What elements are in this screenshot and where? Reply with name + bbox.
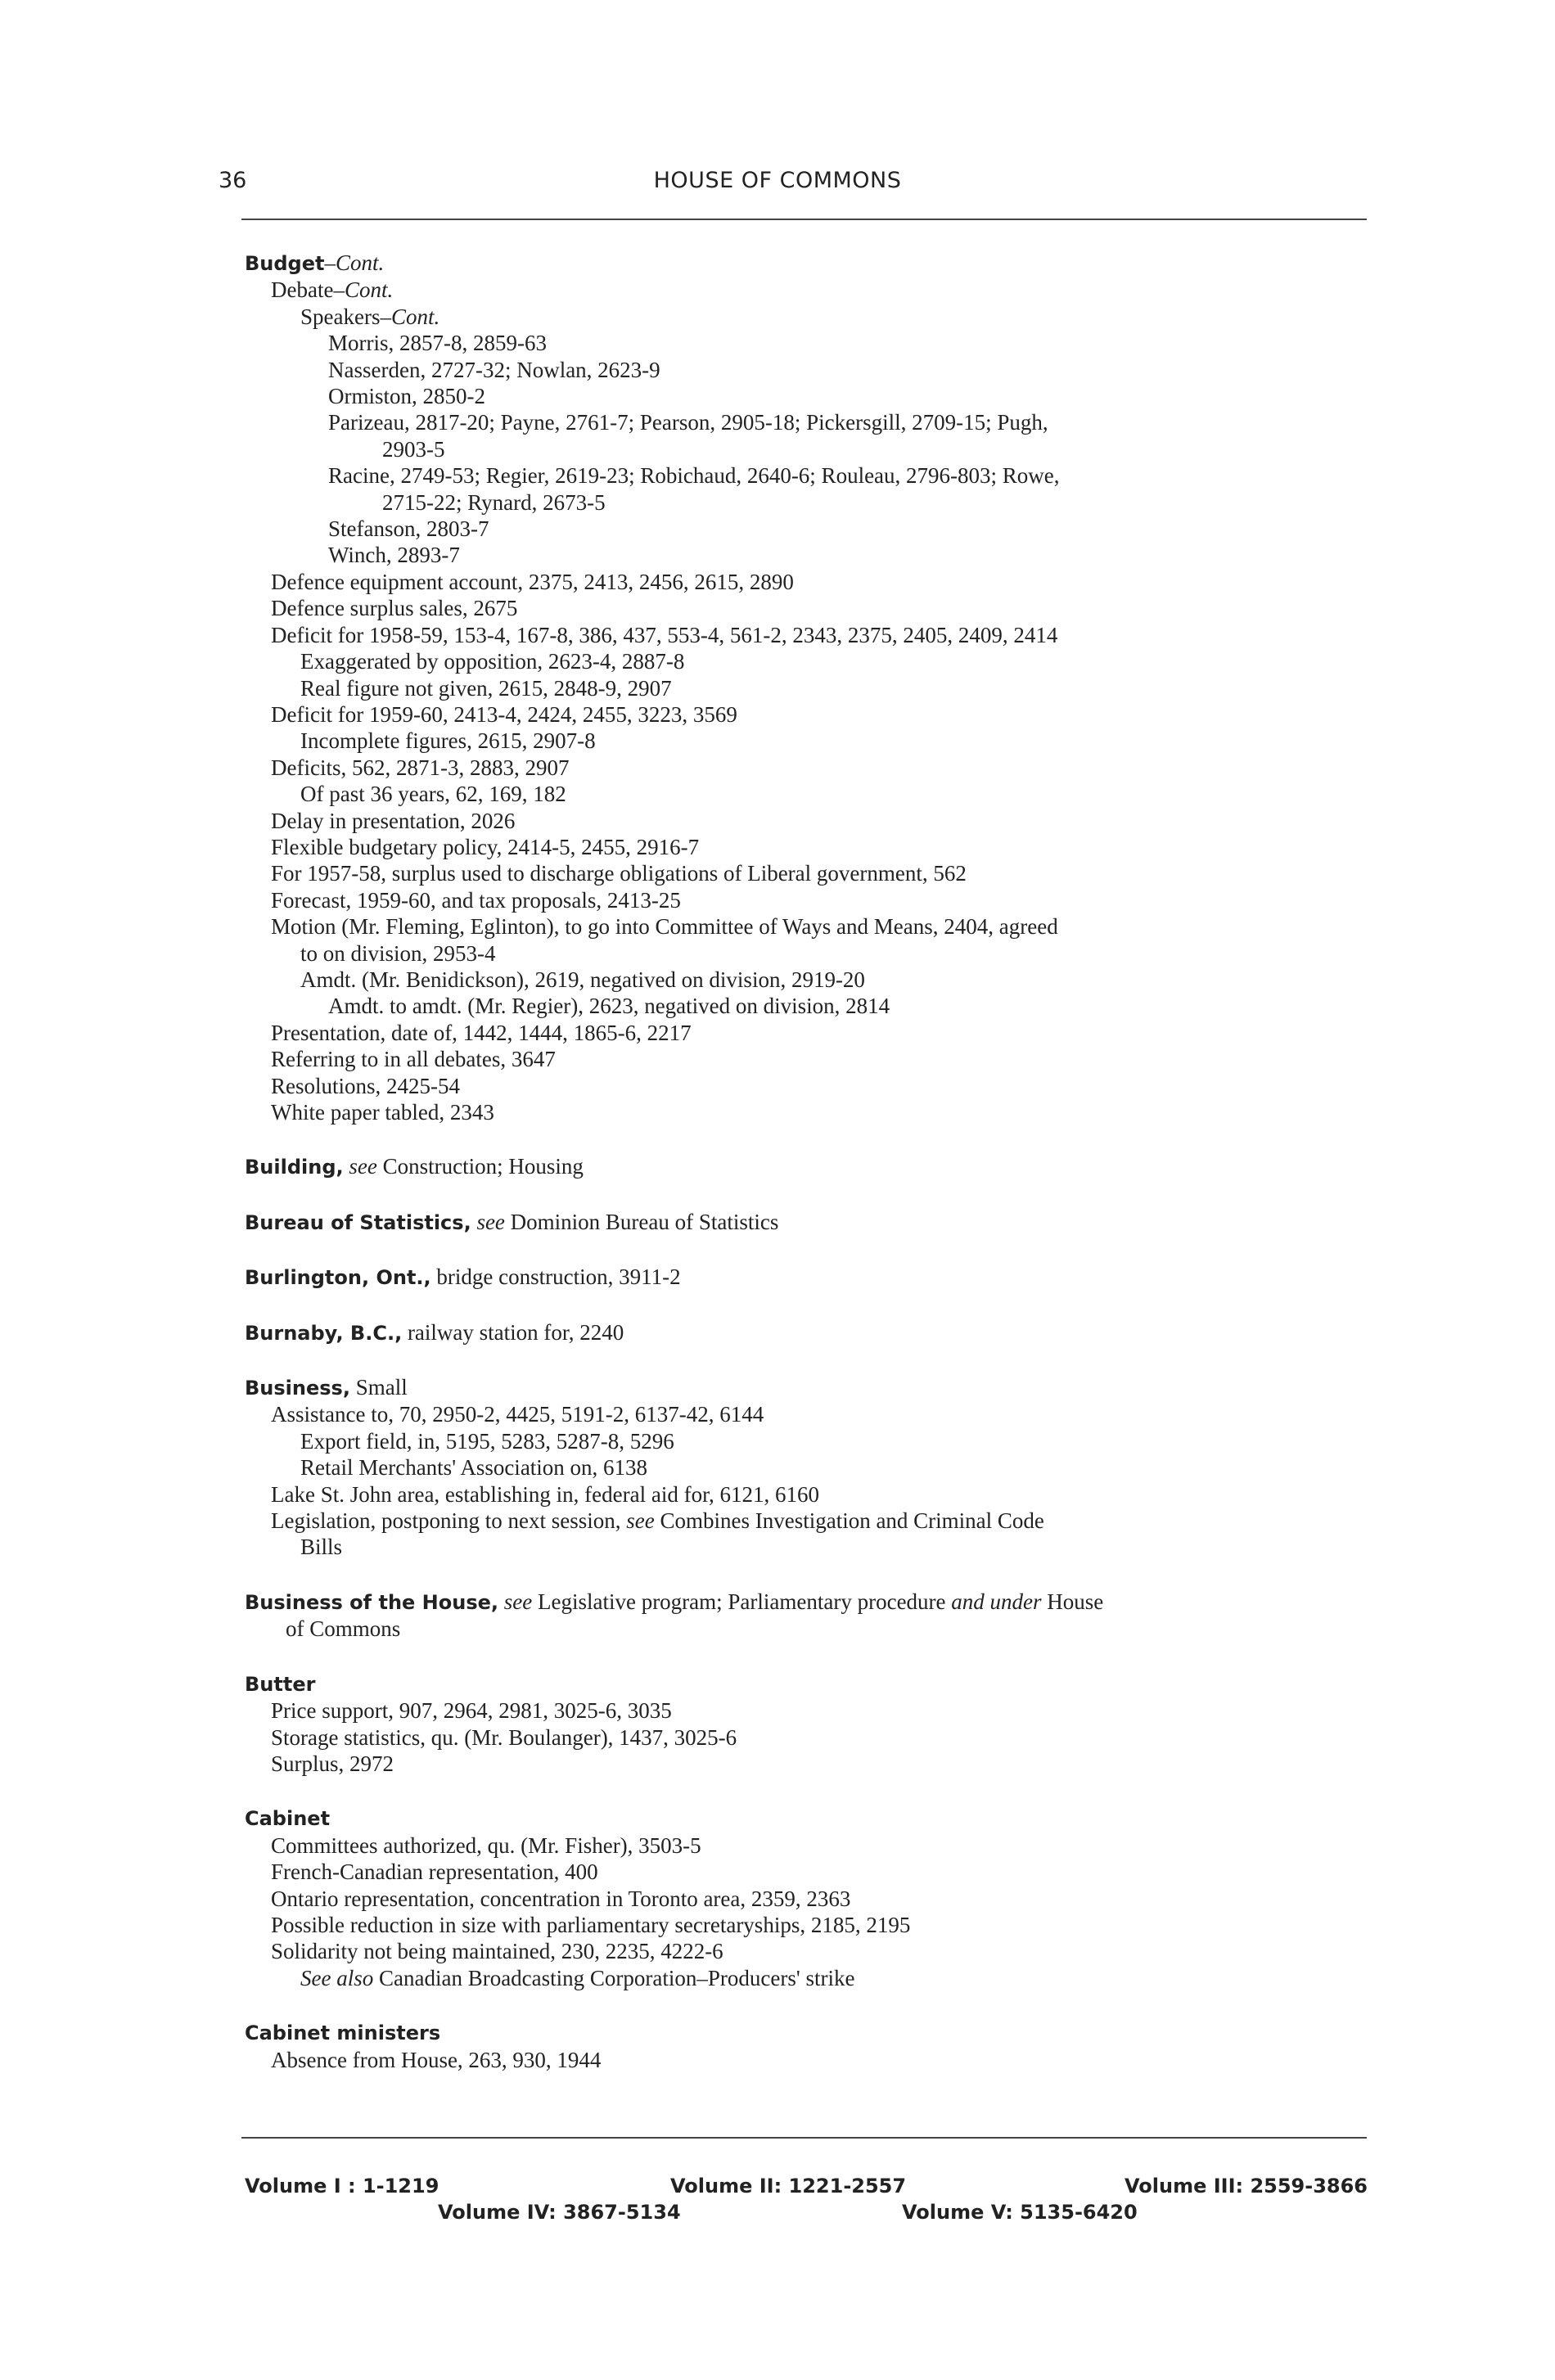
entry-burnaby — [245, 1319, 1368, 1346]
volume-3-range: Volume III: 2559-3866 — [1125, 2175, 1368, 2197]
subentry: Solidarity not being maintained, 230, 2235, 4222-6 — [271, 1939, 723, 1964]
subentry: Possible reduction in size with parliamentary secretaryships, 2185, 2195 — [271, 1912, 911, 1937]
speaker-line: Nasserden, 2727-32; Nowlan, 2623-9 — [328, 357, 660, 382]
subentry: Absence from House, 263, 930, 1944 — [271, 2047, 602, 2072]
entry-text: Legislation, postponing to next session, — [271, 1508, 621, 1534]
subentry: Defence surplus sales, 2675 — [271, 596, 518, 621]
subentry: Assistance to, 70, 2950-2, 4425, 5191-2, 6137-42, 6144 — [271, 1402, 764, 1427]
subentry: Committees authorized, qu. (Mr. Fisher), 3503-5 — [271, 1832, 701, 1858]
entry-bureau-of-statistics — [245, 1209, 1368, 1236]
heading-text: Budget — [245, 252, 325, 275]
entry-text: bridge construction, 3911-2 — [436, 1264, 681, 1290]
sub-sub-subentry: Amdt. to amdt. (Mr. Regier), 2623, negatived on division, 2814 — [328, 994, 890, 1019]
heading-text: Cabinet — [245, 1807, 331, 1831]
entry-heading-budget — [245, 250, 1368, 277]
subentry: Deficits, 562, 2871-3, 2883, 2907 — [271, 755, 570, 780]
page-title: HOUSE OF COMMONS — [653, 168, 902, 193]
subentry: Delay in presentation, 2026 — [271, 808, 516, 833]
entry-business-small — [245, 1374, 1368, 1401]
subentry: Ontario representation, concentration in Toronto area, 2359, 2363 — [271, 1886, 851, 1911]
heading-text: Butter — [245, 1672, 316, 1696]
sub-subentry: Amdt. (Mr. Benidickson), 2619, negatived on division, 2919-20 — [300, 967, 865, 992]
subentry: Surplus, 2972 — [271, 1751, 394, 1776]
sub-subentry: Export field, in, 5195, 5283, 5287-8, 5296 — [300, 1428, 674, 1454]
entry-cabinet-ministers — [245, 2019, 1368, 2046]
speaker-line: Stefanson, 2803-7 — [328, 516, 489, 542]
page-number: 36 — [219, 168, 247, 193]
entry-text: House — [1047, 1589, 1104, 1614]
header-rule — [241, 219, 1367, 220]
subentry: Defence equipment account, 2375, 2413, 2456, 2615, 2890 — [271, 569, 794, 594]
volume-5-range: Volume V: 5135-6420 — [902, 2201, 1138, 2224]
entry-butter — [245, 1670, 1368, 1697]
see-label: see — [349, 1154, 377, 1179]
heading-text: Building, — [245, 1156, 344, 1179]
speaker-line-cont: 2903-5 — [382, 436, 445, 462]
heading-text: Bureau of Statistics, — [245, 1210, 471, 1234]
heading-text: Burlington, Ont., — [245, 1266, 431, 1290]
entry-text: Canadian Broadcasting Corporation–Producers' strike — [378, 1965, 855, 1990]
entry-business-of-the-house — [245, 1589, 1368, 1616]
entry-building — [245, 1153, 1368, 1180]
entry-burlington — [245, 1264, 1368, 1291]
speaker-line: Parizeau, 2817-20; Payne, 2761-7; Pearson, 2905-18; Pickersgill, 2709-15; Pugh, — [328, 410, 1048, 435]
subentry-legislation — [245, 1508, 1368, 1534]
subentry: Flexible budgetary policy, 2414-5, 2455, 2916-7 — [271, 834, 700, 859]
subentry: Motion (Mr. Fleming, Eglinton), to go into Committee of Ways and Means, 2404, agreed — [271, 914, 1058, 940]
heading-rest: Small — [355, 1375, 408, 1400]
subentry-label: Debate — [271, 277, 334, 303]
see-label: see — [503, 1589, 533, 1614]
entry-text: railway station for, 2240 — [407, 1319, 624, 1345]
subentry: White paper tabled, 2343 — [271, 1100, 494, 1125]
see-label: see — [476, 1209, 505, 1234]
heading-text: Burnaby, B.C., — [245, 1321, 403, 1345]
sub-subentry: Retail Merchants' Association on, 6138 — [300, 1455, 648, 1481]
sub-subentry: Exaggerated by opposition, 2623-4, 2887-8 — [300, 649, 685, 674]
subentry-cont: to on division, 2953-4 — [300, 940, 496, 966]
and-under-label: and under — [951, 1589, 1042, 1614]
see-also-label: See also — [300, 1965, 374, 1990]
entry-cont: of Commons — [286, 1616, 401, 1642]
sub-subentry: Incomplete figures, 2615, 2907-8 — [300, 728, 596, 754]
index-body — [245, 250, 1368, 2073]
volume-2-range: Volume II: 1221-2557 — [670, 2175, 907, 2197]
speaker-line-cont: 2715-22; Rynard, 2673-5 — [382, 489, 606, 515]
subentry: Deficit for 1959-60, 2413-4, 2424, 2455, 3223, 3569 — [271, 701, 737, 727]
speaker-line: Racine, 2749-53; Regier, 2619-23; Robichaud, 2640-6; Rouleau, 2796-803; Rowe, — [328, 463, 1060, 489]
entry-text: Dominion Bureau of Statistics — [510, 1209, 779, 1234]
entry-text: Combines Investigation and Criminal Code — [660, 1508, 1044, 1534]
subentry-speakers — [245, 304, 1368, 330]
entry-cabinet — [245, 1805, 1368, 1832]
subentry: Price support, 907, 2964, 2981, 3025-6, 3035 — [271, 1698, 672, 1724]
sub-subentry: Real figure not given, 2615, 2848-9, 2907 — [300, 675, 672, 701]
sub-subentry: Of past 36 years, 62, 169, 182 — [300, 782, 566, 807]
speaker-line: Winch, 2893-7 — [328, 543, 460, 568]
subentry: For 1957-58, surplus used to discharge obligations of Liberal government, 562 — [271, 861, 967, 886]
footer-rule — [241, 2137, 1367, 2139]
volume-1-range: Volume I : 1-1219 — [245, 2175, 439, 2197]
heading-text: Business of the House, — [245, 1590, 498, 1614]
subentry: Referring to in all debates, 3647 — [271, 1047, 556, 1072]
subentry: Deficit for 1958-59, 153-4, 167-8, 386, 437, 553-4, 561-2, 2343, 2375, 2405, 2409, 2414 — [271, 622, 1058, 647]
entry-text: Legislative program; Parliamentary procedure — [537, 1589, 946, 1614]
heading-text: Business, — [245, 1377, 350, 1400]
subentry: Storage statistics, qu. (Mr. Boulanger), 1437, 3025-6 — [271, 1724, 737, 1750]
subentry-label: Speakers — [300, 304, 381, 329]
cont-label: –Cont. — [324, 250, 385, 275]
subentry-cont: Bills — [300, 1535, 343, 1560]
subentry: Lake St. John area, establishing in, federal aid for, 6121, 6160 — [271, 1481, 819, 1507]
cont-label: –Cont. — [380, 304, 440, 329]
subentry-debate — [245, 277, 1368, 303]
subentry: Forecast, 1959-60, and tax proposals, 2413-25 — [271, 887, 681, 913]
heading-text: Cabinet ministers — [245, 2022, 441, 2045]
speaker-line: Ormiston, 2850-2 — [328, 384, 485, 409]
volume-4-range: Volume IV: 3867-5134 — [438, 2201, 681, 2224]
entry-text: Construction; Housing — [382, 1154, 584, 1179]
subentry: Presentation, date of, 1442, 1444, 1865-6, 2217 — [271, 1020, 692, 1045]
cont-label: –Cont. — [333, 277, 394, 303]
speaker-line: Morris, 2857-8, 2859-63 — [328, 331, 547, 356]
see-also-line — [245, 1965, 1368, 1991]
subentry: French-Canadian representation, 400 — [271, 1859, 598, 1885]
subentry: Resolutions, 2425-54 — [271, 1073, 461, 1098]
see-label: see — [626, 1508, 655, 1534]
